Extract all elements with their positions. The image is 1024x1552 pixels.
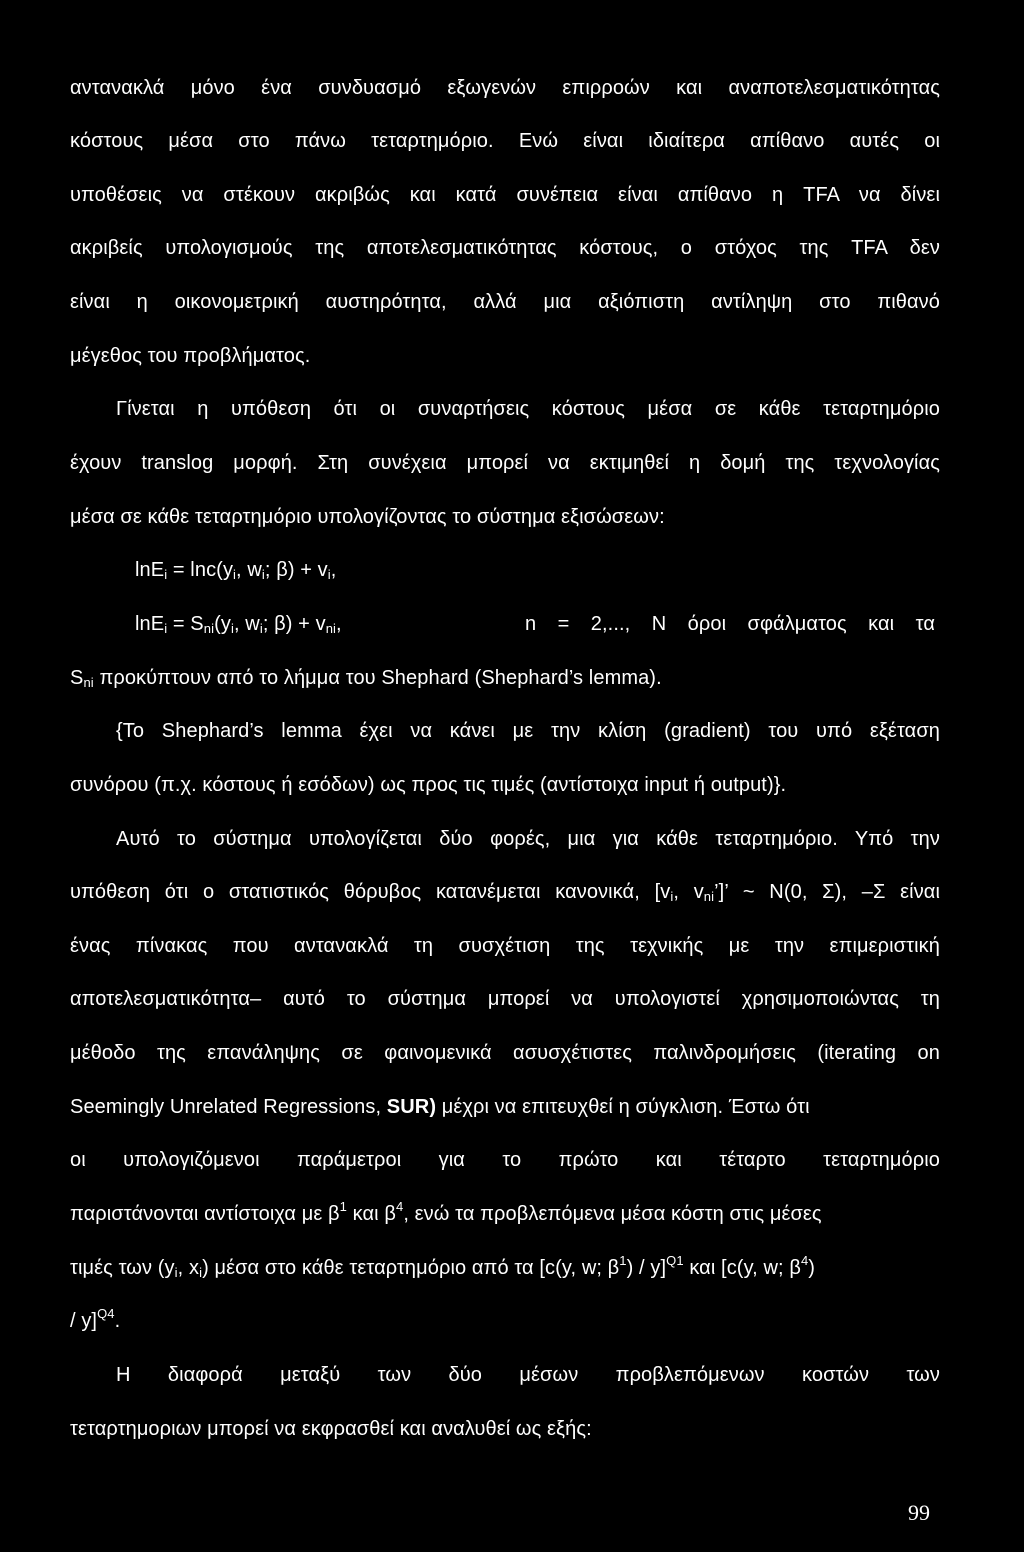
- text-line: τιμές των ($y_i$, $x_i$) μέσα στο κάθε τεταρτημόριο από τα [c(y, w; $\beta^1) / y]^{Q1}$ και [c(y, w; $\beta^4$): [70, 1253, 816, 1280]
- text-line: υπόθεση ότι ο στατιστικός θόρυβος κατανέμεται κανονικά, [$v_i$, $v_{ni}$’]’ ~ N(0, Σ), –Σ είναι: [70, 881, 940, 904]
- text-line: οι υπολογιζόμενοι παράμετροι για το πρώτο και τέταρτο τεταρτημόριο: [70, 1149, 940, 1171]
- text-line: αντανακλά μόνο ένα συνδυασμό εξωγενών επιρροών και αναποτελεσματικότητας: [70, 77, 940, 99]
- text-line: τεταρτημοριων μπορεί να εκφρασθεί και αναλυθεί ως εξής:: [70, 1418, 592, 1440]
- equation-2: $\ln E_i = S_{ni}(y_i$, $w_i$; $\beta) + v_{ni}$,: [135, 613, 342, 636]
- text-line: {Το Shephard’s lemma έχει να κάνει με την κλίση (gradient) του υπό εξέταση: [116, 720, 940, 742]
- text-line: Γίνεται η υπόθεση ότι οι συναρτήσεις κόστους μέσα σε κάθε τεταρτημόριο: [116, 398, 940, 420]
- text-line: μέθοδο της επανάληψης σε φαινομενικά ασυσχέτιστες παλινδρομήσεις (iterating on: [70, 1042, 940, 1064]
- text-line: μέσα σε κάθε τεταρτημόριο υπολογίζοντας το σύστημα εξισώσεων:: [70, 506, 665, 528]
- text-line: Seemingly Unrelated Regressions, SUR) μέχρι να επιτευχθεί η σύγκλιση. Έστω ότι: [70, 1096, 810, 1118]
- text-line: ένας πίνακας που αντανακλά τη συσχέτιση της τεχνικής με την επιμεριστική: [70, 935, 940, 957]
- text-line: ακριβείς υπολογισμούς της αποτελεσματικότητας κόστους, ο στόχος της TFA δεν: [70, 237, 940, 259]
- text-line: συνόρου (π.χ. κόστους ή εσόδων) ως προς τις τιμές (αντίστοιχα input ή output)}.: [70, 774, 787, 796]
- equation-2-note: n = 2,..., N όροι σφάλματος και τα: [525, 613, 935, 635]
- text-line: $S_{ni}$ προκύπτουν από το λήμμα του Shephard (Shephard’s lemma).: [70, 667, 662, 690]
- text-line: παριστάνονται αντίστοιχα με $\beta^1$ και $\beta^4$, ενώ τα προβλεπόμενα μέσα κόστη στις μέσες: [70, 1199, 822, 1225]
- text-line: αποτελεσματικότητα– αυτό το σύστημα μπορεί να υπολογιστεί χρησιμοποιώντας τη: [70, 988, 940, 1010]
- text-line: έχουν translog μορφή. Στη συνέχεια μπορεί να εκτιμηθεί η δομή της τεχνολογίας: [70, 452, 940, 474]
- text-line: Η διαφορά μεταξύ των δύο μέσων προβλεπόμενων κοστών των: [116, 1364, 940, 1386]
- text-line: είναι η οικονομετρική αυστηρότητα, αλλά μια αξιόπιστη αντίληψη στο πιθανό: [70, 291, 940, 313]
- text-line: υποθέσεις να στέκουν ακριβώς και κατά συνέπεια είναι απίθανο η TFA να δίνει: [70, 184, 940, 206]
- text-line: / y]$^{Q4}$.: [70, 1306, 121, 1332]
- equation-1: $\ln E_i = \ln c(y_i$, $w_i$; $\beta) + v_i$,: [135, 559, 337, 582]
- text-line: κόστους μέσα στο πάνω τεταρτημόριο. Ενώ είναι ιδιαίτερα απίθανο αυτές οι: [70, 130, 940, 152]
- text-line: μέγεθος του προβλήματος.: [70, 345, 311, 367]
- page-number: 99: [908, 1500, 930, 1525]
- text-line: Αυτό το σύστημα υπολογίζεται δύο φορές, μια για κάθε τεταρτημόριο. Υπό την: [116, 828, 940, 850]
